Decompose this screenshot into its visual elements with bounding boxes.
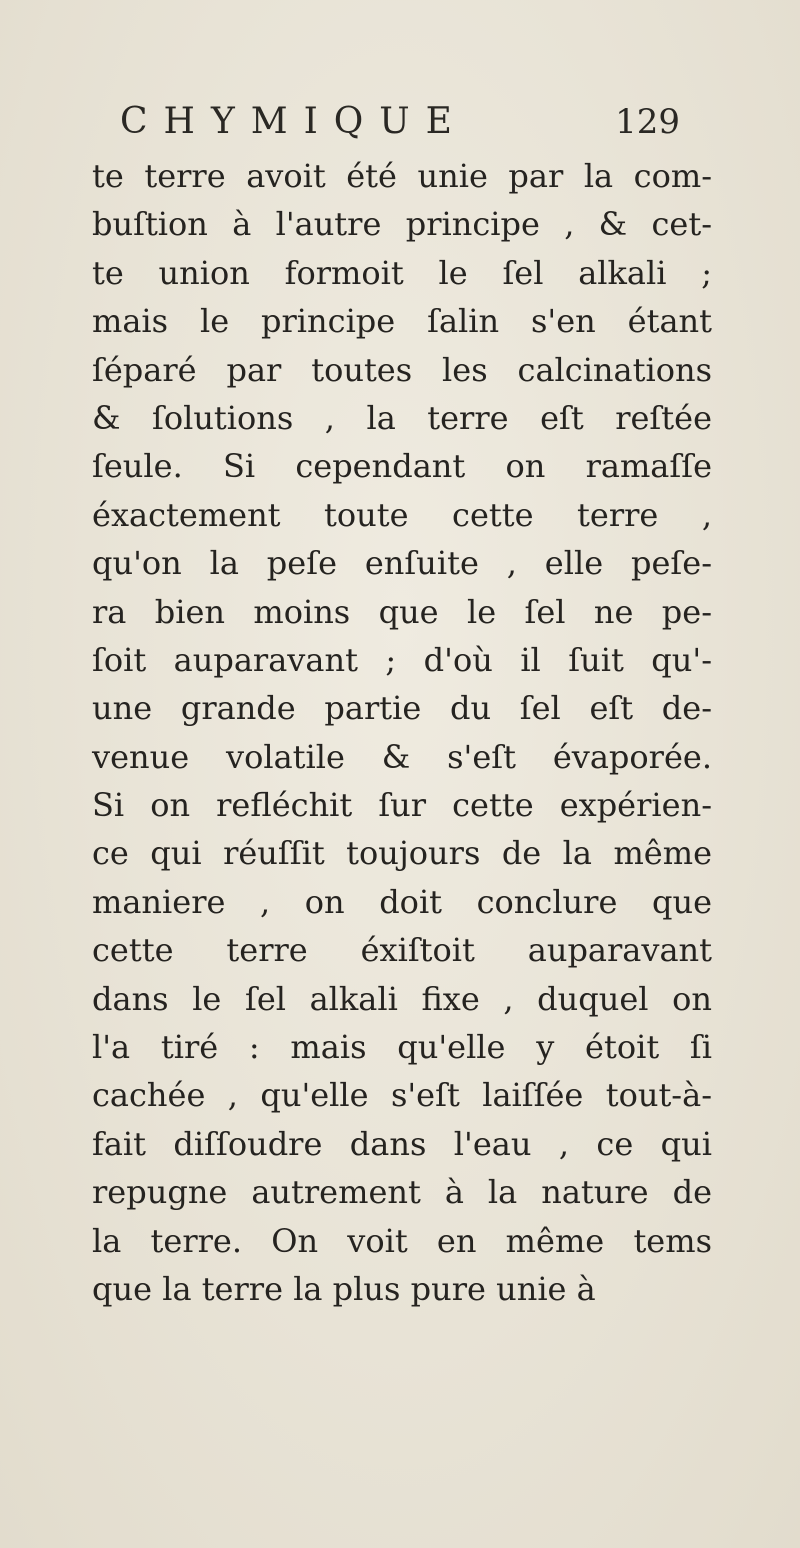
text-line: cette terre éxiſtoit auparavant xyxy=(92,931,712,970)
page-header xyxy=(120,92,680,152)
text-line: te terre avoit été unie par la com- xyxy=(92,157,712,195)
text-line: une grande partie du ſel eſt de- xyxy=(92,689,712,728)
text-line: buſtion à l'autre principe , & cet- xyxy=(92,205,712,244)
text-line: dans le ſel alkali fixe , duquel on xyxy=(92,979,712,1018)
text-line: fait diſſoudre dans l'eau , ce qui xyxy=(92,1124,712,1163)
text-line: & ſolutions , la terre eſt reſtée xyxy=(92,398,712,437)
text-line: venue volatile & s'eſt évaporée. xyxy=(92,737,712,776)
text-line: la terre. On voit en même tems xyxy=(92,1221,712,1260)
running-head: CHYMIQUE xyxy=(120,101,468,142)
text-line: que la terre la plus pure unie à xyxy=(92,1269,596,1308)
text-line: ſeule. Si cependant on ramaſſe xyxy=(92,447,712,486)
text-line: Si on refléchit ſur cette expérien- xyxy=(92,786,712,825)
text-line: l'a tiré : mais qu'elle y étoit ſi xyxy=(92,1028,712,1067)
page-number: 129 xyxy=(615,102,680,142)
text-line: ce qui réuſſit toujours de la même xyxy=(92,834,712,873)
text-line: cachée , qu'elle s'eſt laiſſée tout-à- xyxy=(92,1076,712,1115)
text-line: ſoit auparavant ; d'où il ſuit qu'- xyxy=(92,640,712,679)
text-line: éxactement toute cette terre , xyxy=(92,495,712,534)
text-line: maniere , on doit conclure que xyxy=(92,882,712,921)
text-line: ra bien moins que le ſel ne pe- xyxy=(92,592,712,631)
text-line: repugne autrement à la nature de xyxy=(92,1173,712,1212)
text-line: qu'on la peſe enſuite , elle peſe- xyxy=(92,544,712,583)
text-line: ſéparé par toutes les calcinations xyxy=(92,350,712,389)
text-line: te union formoit le ſel alkali ; xyxy=(92,253,712,292)
text-line: mais le principe ſalin s'en étant xyxy=(92,302,712,341)
body-text xyxy=(92,152,712,1313)
